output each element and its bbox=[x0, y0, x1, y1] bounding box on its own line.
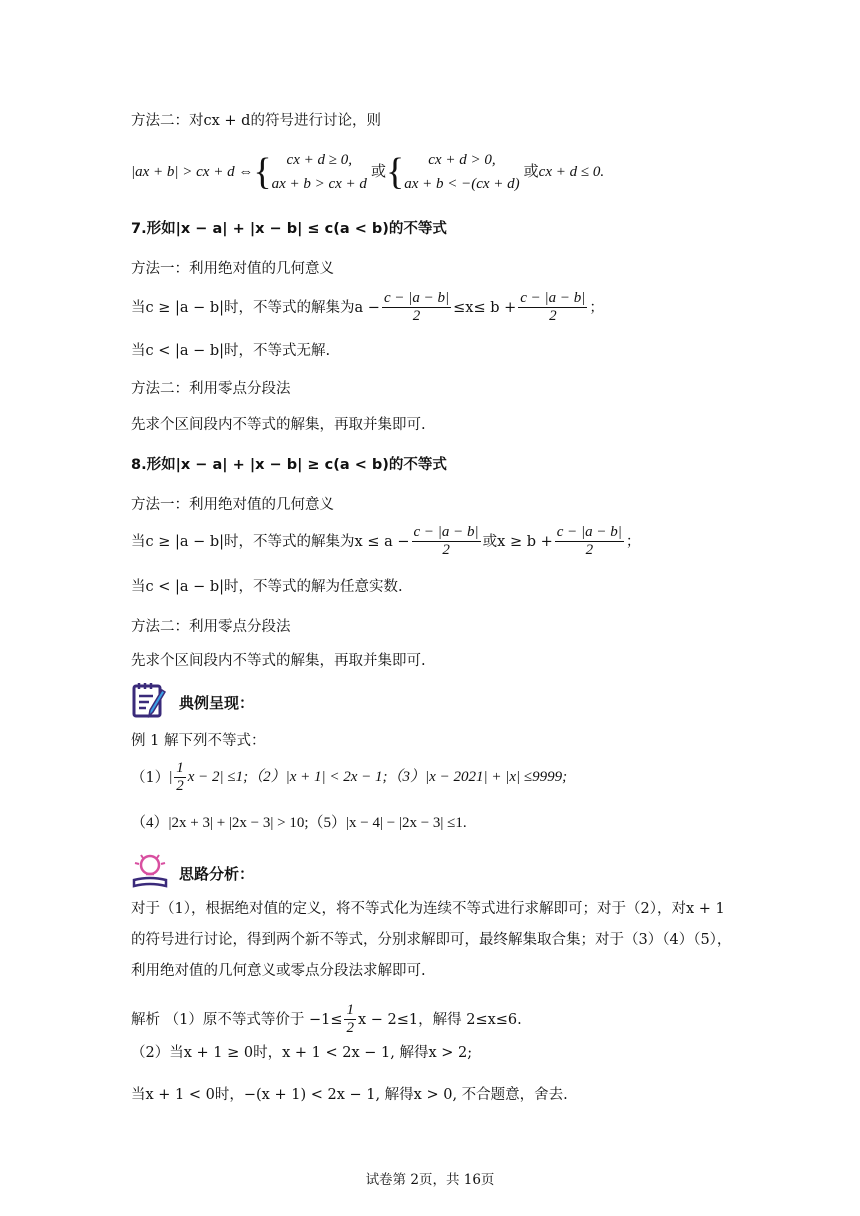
lightbulb-book-icon bbox=[131, 852, 169, 894]
s7-method2: 方法二：利用零点分段法 bbox=[131, 381, 291, 397]
fraction bbox=[344, 1002, 356, 1038]
example-header-title: 典例呈现： bbox=[179, 693, 255, 712]
example1-part1 bbox=[131, 760, 567, 796]
fraction bbox=[174, 760, 186, 796]
s8-when2: 当c < |a − b|时，不等式的解为任意实数. bbox=[131, 579, 403, 595]
frac-den: 2 bbox=[412, 308, 421, 325]
or-word: 或 bbox=[523, 163, 539, 180]
ex1-label: （1） bbox=[131, 769, 170, 786]
ex1-part1-rest: x − 2| ≤1;（2）|x + 1| < 2x − 1;（3）|x − 2021| + |x| ≤9999; bbox=[187, 769, 568, 786]
analysis-text: 对于（1），根据绝对值的定义，将不等式化为连续不等式进行求解即可；对于（2），对x + 1的符号进行讨论，得到两个新不等式，分别求解即可，最终解集取合集；对于（3）（4）（5），利用绝对值的几何意义或零点分段法求解即可. bbox=[131, 901, 732, 979]
frac-num: c − |a − b| bbox=[412, 524, 481, 542]
fraction bbox=[555, 524, 624, 560]
s7-method2-desc: 先求个区间段内不等式的解集，再取并集即可. bbox=[131, 417, 426, 433]
s8-when1 bbox=[131, 524, 640, 560]
equiv-tail: cx + d ≤ 0. bbox=[538, 163, 605, 180]
s8-method2-desc: 先求个区间段内不等式的解集，再取并集即可. bbox=[131, 653, 426, 669]
fraction bbox=[382, 290, 451, 326]
s8-when1-text: 当c ≥ |a − b|时，不等式的解集为x ≤ a − bbox=[131, 533, 410, 550]
solution-1 bbox=[131, 1002, 522, 1038]
frac-den: 2 bbox=[549, 308, 557, 325]
s8-end: ； bbox=[625, 533, 641, 550]
sys2-top: cx + d > 0, bbox=[428, 152, 496, 168]
frac-den: 2 bbox=[442, 542, 450, 559]
frac-num: 1 bbox=[344, 1002, 356, 1020]
example-header bbox=[131, 680, 254, 724]
fraction bbox=[412, 524, 481, 560]
frac-den: 2 bbox=[346, 1020, 354, 1037]
s8-method2: 方法二：利用零点分段法 bbox=[131, 619, 291, 635]
solution-2: （2）当x + 1 ≥ 0时，x + 1 < 2x − 1, 解得x > 2; bbox=[131, 1045, 473, 1061]
example1-title: 例 1 解下列不等式： bbox=[131, 733, 266, 749]
s7-when1 bbox=[131, 290, 604, 326]
s7-when1-text: 当c ≥ |a − b|时，不等式的解集为a − bbox=[131, 299, 380, 316]
s7-method1: 方法一：利用绝对值的几何意义 bbox=[131, 261, 334, 277]
notepad-pen-icon bbox=[131, 680, 169, 724]
sys2-bottom: ax + b < −(cx + d) bbox=[404, 176, 520, 192]
section-7-heading: 7.形如|x − a| + |x − b| ≤ c(a < b)的不等式 bbox=[131, 221, 447, 237]
page-footer: 试卷第 2页，共 16页 bbox=[365, 1172, 495, 1188]
example1-part2: （4）|2x + 3| + |2x − 3| > 10;（5）|x − 4| − |2x − 3| ≤1. bbox=[131, 815, 467, 831]
frac-num: c − |a − b| bbox=[518, 290, 587, 308]
frac-den: 2 bbox=[585, 542, 594, 559]
frac-num: c − |a − b| bbox=[382, 290, 451, 308]
system-2 bbox=[404, 148, 519, 196]
frac-num: 1 bbox=[174, 760, 186, 778]
sys1-bottom: ax + b > cx + d bbox=[271, 176, 367, 192]
frac-den: 2 bbox=[176, 778, 184, 795]
sol1-post: x − 2≤1，解得 2≤x≤6. bbox=[357, 1011, 522, 1028]
section-8-heading: 8.形如|x − a| + |x − b| ≥ c(a < b)的不等式 bbox=[131, 457, 447, 473]
system-1 bbox=[272, 148, 367, 196]
sol1-pre: 解析 （1）原不等式等价于 −1≤ bbox=[131, 1011, 343, 1028]
frac-num: c − |a − b| bbox=[555, 524, 624, 542]
left-brace: { bbox=[253, 151, 272, 193]
s7-when2: 当c < |a − b|时，不等式无解. bbox=[131, 343, 331, 359]
equivalence-system bbox=[131, 148, 604, 196]
analysis-header bbox=[131, 852, 254, 894]
s7-mid: ≤x≤ b + bbox=[453, 299, 517, 316]
s7-end: ； bbox=[589, 299, 604, 316]
abs-bar: | bbox=[169, 769, 173, 786]
solution-3: 当x + 1 < 0时，−(x + 1) < 2x − 1, 解得x > 0, 不合题意，舍去. bbox=[131, 1087, 568, 1103]
sys1-top: cx + d ≥ 0, bbox=[286, 152, 352, 168]
analysis-header-title: 思路分析： bbox=[179, 864, 255, 883]
s8-mid: 或x ≥ b + bbox=[482, 533, 553, 550]
left-brace: { bbox=[385, 151, 405, 193]
equiv-lhs: |ax + b| > cx + d ⇔ bbox=[131, 163, 254, 180]
fraction bbox=[518, 290, 587, 326]
method2-intro: 方法二：对cx + d的符号进行讨论，则 bbox=[131, 113, 381, 129]
or-word: 或 bbox=[370, 163, 386, 180]
s8-method1: 方法一：利用绝对值的几何意义 bbox=[131, 497, 334, 513]
